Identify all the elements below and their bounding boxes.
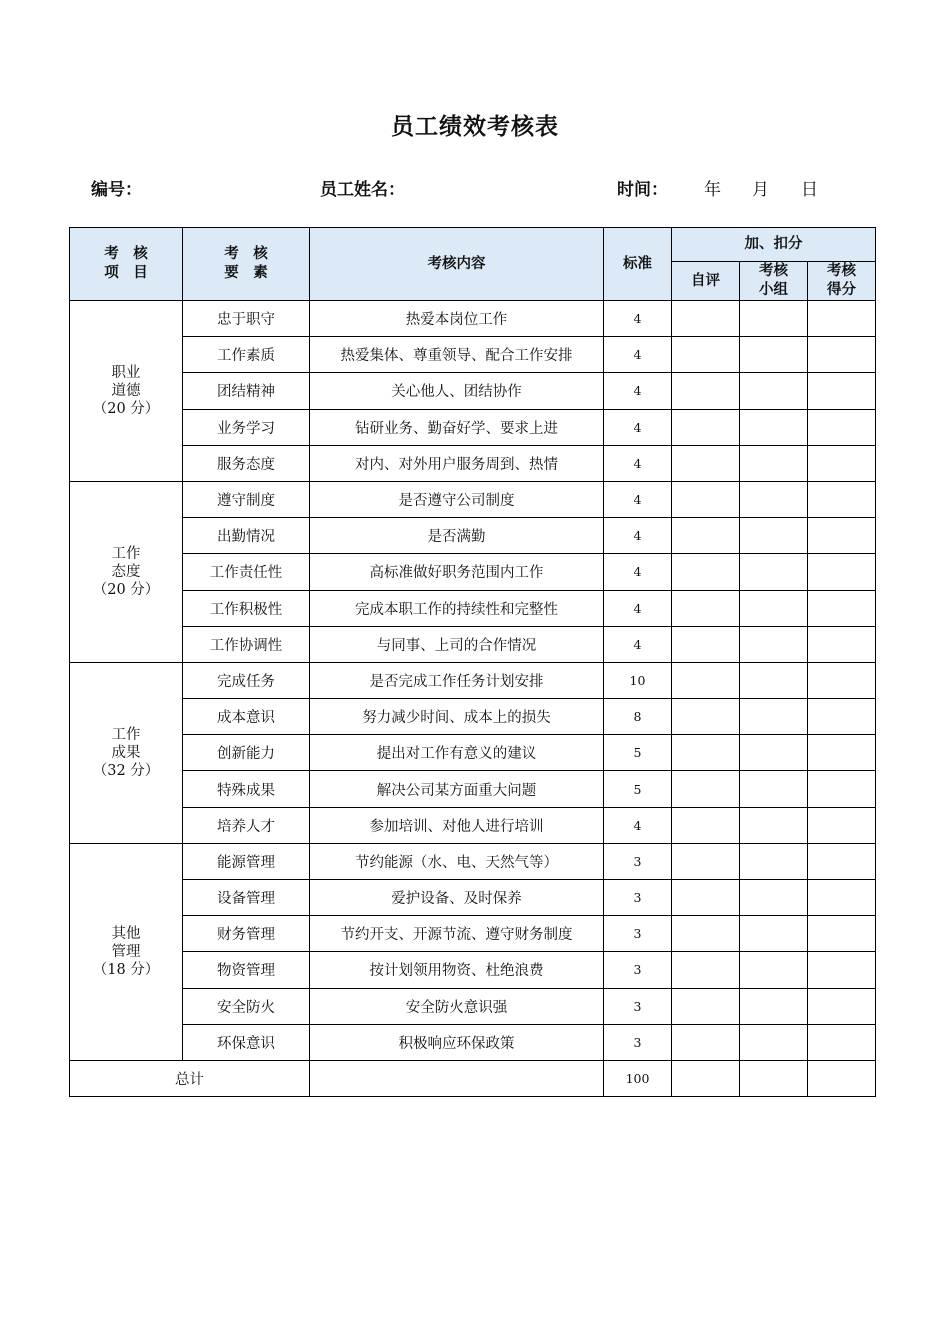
table-row <box>70 916 876 952</box>
standard-cell: 3 <box>604 1024 672 1060</box>
standard-cell: 4 <box>604 626 672 662</box>
element-cell: 设备管理 <box>183 880 310 916</box>
standard-cell: 4 <box>604 301 672 337</box>
self-score-cell[interactable] <box>672 445 740 481</box>
element-cell: 财务管理 <box>183 916 310 952</box>
element-cell: 工作素质 <box>183 337 310 373</box>
content-cell: 完成本职工作的持续性和完整性 <box>310 590 604 626</box>
group-score-cell[interactable] <box>740 301 808 337</box>
month-label: 月 <box>752 180 769 200</box>
total-self-cell[interactable] <box>672 1060 740 1096</box>
content-cell: 节约开支、开源节流、遵守财务制度 <box>310 916 604 952</box>
content-cell: 是否满勤 <box>310 518 604 554</box>
standard-cell: 4 <box>604 445 672 481</box>
group-score-cell[interactable] <box>740 590 808 626</box>
final-score-cell[interactable] <box>808 1024 876 1060</box>
standard-cell: 3 <box>604 988 672 1024</box>
final-score-cell[interactable] <box>808 337 876 373</box>
final-score-cell[interactable] <box>808 807 876 843</box>
self-score-cell[interactable] <box>672 337 740 373</box>
standard-cell: 3 <box>604 880 672 916</box>
total-content-cell[interactable] <box>310 1060 604 1096</box>
group-score-cell[interactable] <box>740 337 808 373</box>
table-row <box>70 952 876 988</box>
group-score-cell[interactable] <box>740 518 808 554</box>
header-group: 考核 小组 <box>740 262 808 301</box>
standard-cell: 4 <box>604 518 672 554</box>
category-name2: 道德 <box>111 382 141 399</box>
content-cell: 热爱本岗位工作 <box>310 301 604 337</box>
element-cell: 遵守制度 <box>183 481 310 517</box>
table-body <box>70 301 876 1097</box>
table-row <box>70 554 876 590</box>
group-score-cell[interactable] <box>740 481 808 517</box>
content-cell: 钻研业务、勤奋好学、要求上进 <box>310 409 604 445</box>
final-score-cell[interactable] <box>808 735 876 771</box>
page-title: 员工绩效考核表 <box>391 114 559 140</box>
final-score-cell[interactable] <box>808 301 876 337</box>
standard-cell: 3 <box>604 916 672 952</box>
group-score-cell[interactable] <box>740 843 808 879</box>
standard-cell: 5 <box>604 735 672 771</box>
group-score-cell[interactable] <box>740 662 808 698</box>
element-cell: 安全防火 <box>183 988 310 1024</box>
total-final-cell[interactable] <box>808 1060 876 1096</box>
element-cell: 环保意识 <box>183 1024 310 1060</box>
standard-cell: 4 <box>604 807 672 843</box>
header-content: 考核内容 <box>310 228 604 301</box>
table-row <box>70 337 876 373</box>
self-score-cell[interactable] <box>672 626 740 662</box>
element-cell: 创新能力 <box>183 735 310 771</box>
element-cell: 培养人才 <box>183 807 310 843</box>
element-cell: 工作协调性 <box>183 626 310 662</box>
table-row <box>70 481 876 517</box>
element-cell: 成本意识 <box>183 699 310 735</box>
final-score-cell[interactable] <box>808 771 876 807</box>
standard-cell: 4 <box>604 409 672 445</box>
self-score-cell[interactable] <box>672 699 740 735</box>
self-score-cell[interactable] <box>672 916 740 952</box>
category-name2: 态度 <box>111 563 141 580</box>
self-score-cell[interactable] <box>672 373 740 409</box>
element-cell: 服务态度 <box>183 445 310 481</box>
header-adjust: 加、扣分 <box>672 228 876 262</box>
final-score-cell[interactable] <box>808 843 876 879</box>
standard-cell: 10 <box>604 662 672 698</box>
content-cell: 努力减少时间、成本上的损失 <box>310 699 604 735</box>
self-score-cell[interactable] <box>672 952 740 988</box>
self-score-cell[interactable] <box>672 771 740 807</box>
total-label: 总计 <box>70 1060 310 1096</box>
appraisal-table <box>69 227 876 1097</box>
content-cell: 安全防火意识强 <box>310 988 604 1024</box>
element-cell: 团结精神 <box>183 373 310 409</box>
table-row <box>70 590 876 626</box>
header-item: 考 核 项 目 <box>70 228 183 301</box>
self-score-cell[interactable] <box>672 988 740 1024</box>
category-name2: 成果 <box>111 744 141 761</box>
category-points: （32 分） <box>92 762 160 779</box>
total-row <box>70 1060 876 1096</box>
category-name2: 管理 <box>111 943 141 960</box>
element-cell: 特殊成果 <box>183 771 310 807</box>
table-row <box>70 699 876 735</box>
content-cell: 爱护设备、及时保养 <box>310 880 604 916</box>
element-cell: 物资管理 <box>183 952 310 988</box>
table-row <box>70 771 876 807</box>
category-name1: 职业 <box>111 364 141 381</box>
final-score-cell[interactable] <box>808 518 876 554</box>
self-score-cell[interactable] <box>672 518 740 554</box>
content-cell: 按计划领用物资、杜绝浪费 <box>310 952 604 988</box>
element-cell: 工作积极性 <box>183 590 310 626</box>
self-score-cell[interactable] <box>672 409 740 445</box>
group-score-cell[interactable] <box>740 409 808 445</box>
content-cell: 关心他人、团结协作 <box>310 373 604 409</box>
group-score-cell[interactable] <box>740 735 808 771</box>
standard-cell: 4 <box>604 554 672 590</box>
final-score-cell[interactable] <box>808 590 876 626</box>
group-score-cell[interactable] <box>740 880 808 916</box>
final-score-cell[interactable] <box>808 916 876 952</box>
group-score-cell[interactable] <box>740 699 808 735</box>
table-row <box>70 807 876 843</box>
self-score-cell[interactable] <box>672 807 740 843</box>
content-cell: 提出对工作有意义的建议 <box>310 735 604 771</box>
content-cell: 是否完成工作任务计划安排 <box>310 662 604 698</box>
group-score-cell[interactable] <box>740 771 808 807</box>
content-cell: 积极响应环保政策 <box>310 1024 604 1060</box>
final-score-cell[interactable] <box>808 445 876 481</box>
group-score-cell[interactable] <box>740 1024 808 1060</box>
category-points: （20 分） <box>92 400 160 417</box>
element-cell: 出勤情况 <box>183 518 310 554</box>
category-name1: 工作 <box>111 726 141 743</box>
self-score-cell[interactable] <box>672 590 740 626</box>
group-score-cell[interactable] <box>740 373 808 409</box>
category-cell <box>70 843 183 1060</box>
employee-name-label: 员工姓名： <box>320 180 405 200</box>
table-row <box>70 373 876 409</box>
table-row <box>70 301 876 337</box>
category-cell <box>70 301 183 482</box>
category-name1: 其他 <box>111 925 141 942</box>
element-cell: 工作责任性 <box>183 554 310 590</box>
standard-cell: 4 <box>604 373 672 409</box>
standard-cell: 4 <box>604 337 672 373</box>
group-score-cell[interactable] <box>740 554 808 590</box>
content-cell: 解决公司某方面重大问题 <box>310 771 604 807</box>
table-row <box>70 988 876 1024</box>
table-row <box>70 518 876 554</box>
content-cell: 是否遵守公司制度 <box>310 481 604 517</box>
self-score-cell[interactable] <box>672 843 740 879</box>
total-standard: 100 <box>604 1060 672 1096</box>
self-score-cell[interactable] <box>672 554 740 590</box>
category-name1: 工作 <box>111 545 141 562</box>
content-cell: 节约能源（水、电、天然气等） <box>310 843 604 879</box>
final-score-cell[interactable] <box>808 699 876 735</box>
element-cell: 业务学习 <box>183 409 310 445</box>
table-row <box>70 1024 876 1060</box>
group-score-cell[interactable] <box>740 916 808 952</box>
header-score: 考核 得分 <box>808 262 876 301</box>
standard-cell: 3 <box>604 843 672 879</box>
self-score-cell[interactable] <box>672 880 740 916</box>
standard-cell: 4 <box>604 590 672 626</box>
self-score-cell[interactable] <box>672 301 740 337</box>
group-score-cell[interactable] <box>740 988 808 1024</box>
number-label: 编号： <box>91 180 142 200</box>
final-score-cell[interactable] <box>808 481 876 517</box>
content-cell: 热爱集体、尊重领导、配合工作安排 <box>310 337 604 373</box>
total-group-cell[interactable] <box>740 1060 808 1096</box>
table-row <box>70 626 876 662</box>
final-score-cell[interactable] <box>808 373 876 409</box>
time-label: 时间： <box>617 180 668 200</box>
self-score-cell[interactable] <box>672 662 740 698</box>
category-points: （20 分） <box>92 581 160 598</box>
content-cell: 参加培训、对他人进行培训 <box>310 807 604 843</box>
content-cell: 对内、对外用户服务周到、热情 <box>310 445 604 481</box>
group-score-cell[interactable] <box>740 952 808 988</box>
self-score-cell[interactable] <box>672 1024 740 1060</box>
content-cell: 高标准做好职务范围内工作 <box>310 554 604 590</box>
category-cell <box>70 662 183 843</box>
final-score-cell[interactable] <box>808 626 876 662</box>
header-element: 考 核 要 素 <box>183 228 310 301</box>
final-score-cell[interactable] <box>808 880 876 916</box>
day-label: 日 <box>801 180 818 200</box>
self-score-cell[interactable] <box>672 481 740 517</box>
header-standard: 标准 <box>604 228 672 301</box>
final-score-cell[interactable] <box>808 662 876 698</box>
table-row <box>70 735 876 771</box>
final-score-cell[interactable] <box>808 409 876 445</box>
group-score-cell[interactable] <box>740 807 808 843</box>
group-score-cell[interactable] <box>740 445 808 481</box>
element-cell: 完成任务 <box>183 662 310 698</box>
final-score-cell[interactable] <box>808 952 876 988</box>
table-row <box>70 880 876 916</box>
table-row <box>70 843 876 879</box>
category-points: （18 分） <box>92 961 160 978</box>
final-score-cell[interactable] <box>808 988 876 1024</box>
standard-cell: 4 <box>604 481 672 517</box>
standard-cell: 5 <box>604 771 672 807</box>
standard-cell: 8 <box>604 699 672 735</box>
group-score-cell[interactable] <box>740 626 808 662</box>
header-self: 自评 <box>672 262 740 301</box>
final-score-cell[interactable] <box>808 554 876 590</box>
element-cell: 能源管理 <box>183 843 310 879</box>
category-cell <box>70 481 183 662</box>
table-row <box>70 445 876 481</box>
content-cell: 与同事、上司的合作情况 <box>310 626 604 662</box>
self-score-cell[interactable] <box>672 735 740 771</box>
table-row <box>70 662 876 698</box>
element-cell: 忠于职守 <box>183 301 310 337</box>
year-label: 年 <box>704 180 721 200</box>
table-row <box>70 409 876 445</box>
standard-cell: 3 <box>604 952 672 988</box>
